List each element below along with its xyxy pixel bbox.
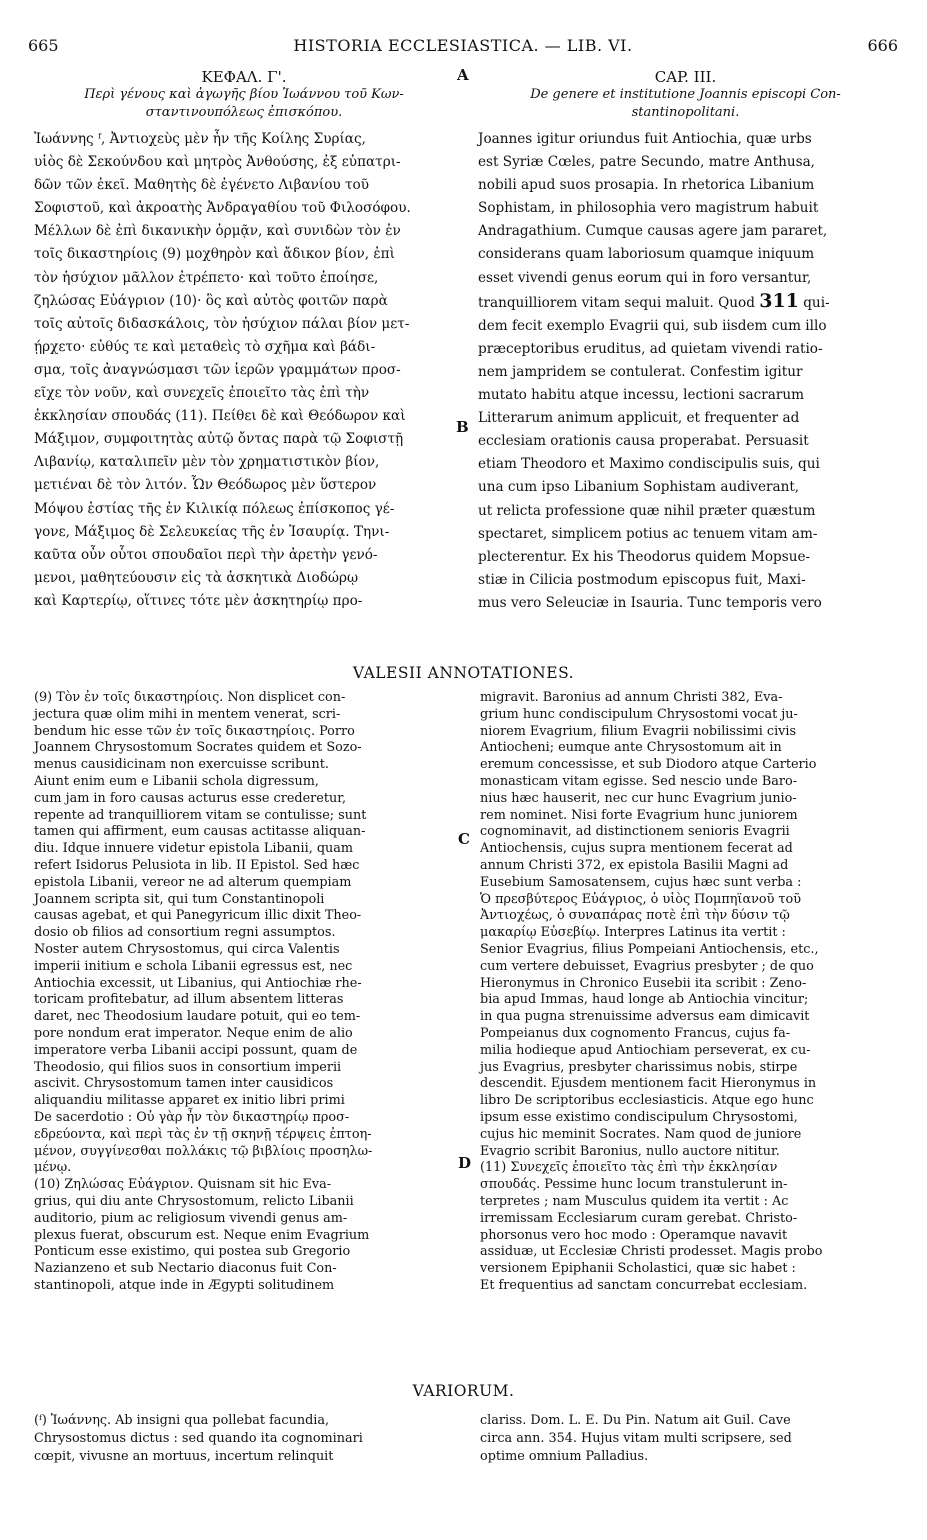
latin-column	[478, 68, 893, 615]
latin-subtitle-line: stantinopolitani.	[631, 105, 740, 120]
annotation-line: daret, nec Theodosium laudare potuit, qui eo tem-	[34, 1009, 361, 1025]
annotations-right-column	[480, 690, 895, 1295]
greek-line: τοῖς δικαστηρίοις (9) μοχθηρὸν καὶ ἄδικον βίον, ἐπὶ	[34, 246, 395, 263]
running-title: HISTORIA ECCLESIASTICA. — LIB. VI.	[293, 36, 633, 55]
annotation-line: epistola Libanii, vereor ne ad alterum quempiam	[34, 874, 352, 890]
greek-text	[34, 128, 454, 613]
annotation-line: Joannem scripta sit, qui tum Constantinopoli	[34, 891, 325, 907]
greek-line: δῶν τῶν ἐκεῖ. Μαθητὴς δὲ ἐγένετο Λιβανίου τοῦ	[34, 177, 369, 194]
annotation-line: (11) Συνεχεῖς ἐποιεῖτο τὰς ἐπὶ τὴν ἐκκλησίαν	[480, 1160, 778, 1176]
annotation-line: refert Isidorus Pelusiota in lib. II Epistol. Sed hæc	[34, 857, 360, 873]
annotation-line: bendum hic esse τῶν ἐν τοῖς δικαστηρίοις. Porro	[34, 723, 355, 739]
annotation-line: irremissam Ecclesiarum curam gerebat. Christo-	[480, 1210, 798, 1226]
margin-marker-b: B	[456, 418, 469, 436]
greek-subtitle-line: σταντινουπόλεως ἐπισκόπου.	[145, 105, 343, 120]
annotation-line: annum Christi 372, ex epistola Basilii Magni ad	[480, 857, 789, 873]
annotation-line: Et frequentius ad sanctam concurrebat ecclesiam.	[480, 1277, 808, 1293]
annotation-line: Nazianzeno et sub Nectario diaconus fuit Con-	[34, 1261, 337, 1277]
annotations-left-column	[34, 690, 454, 1295]
annotation-line: tamen qui affirment, eum causas actitasse aliquan-	[34, 824, 366, 840]
greek-line: ἐκκλησίαν σπουδάς (11). Πείθει δὲ καὶ Θεόδωρον καὶ	[34, 408, 406, 425]
latin-line-continuation: qui-	[803, 294, 830, 311]
variorum-right-column	[480, 1412, 895, 1466]
annotation-line: pore nondum erat imperator. Neque enim de alio	[34, 1025, 353, 1041]
annotation-line: cum vertere debuisset, Evagrius presbyter ; de quo	[480, 958, 814, 974]
annotation-line: Pompeianus dux cognomento Francus, cujus fa-	[480, 1025, 791, 1041]
greek-chapter-heading: ΚΕΦΑΛ. Γ'.	[201, 68, 287, 86]
annotation-line: rem nominet. Nisi forte Evagrium hunc juniorem	[480, 807, 798, 823]
greek-line: σμα, τοῖς ἀναγνώσμασι τῶν ἱερῶν γραμμάτων προσ-	[34, 361, 401, 378]
latin-line: esset vivendi genus eorum qui in foro versantur,	[478, 269, 812, 286]
latin-line-text: tranquilliorem vitam sequi maluit. Quod	[478, 294, 755, 311]
margin-marker-c: C	[458, 830, 470, 848]
annotation-line: Antiocheni; eumque ante Chrysostomum ait in	[480, 740, 782, 756]
greek-line: Μόψου ἑστίας τῆς ἐν Κιλικίᾳ πόλεως ἐπίσκοπος γέ-	[34, 500, 395, 517]
annotation-line: cujus hic meminit Socrates. Nam quod de juniore	[480, 1126, 802, 1142]
variorum-title: VARIORUM.	[412, 1382, 515, 1400]
annotation-line: nius hæc hauserit, nec cur hunc Evagrium junio-	[480, 790, 797, 806]
annotation-line: Hieronymus in Chronico Eusebii ita scribit : Zeno-	[480, 975, 807, 991]
annotation-line: Senior Evagrius, filius Pompeiani Antiochensis, etc.,	[480, 941, 819, 957]
annotation-line: Ἀντιοχέως, ὁ συναπάρας ποτὲ ἐπὶ τὴν δύσιν τῷ	[480, 908, 790, 924]
latin-line: plecterentur. Ex his Theodorus quidem Mopsue-	[478, 548, 811, 565]
annotation-line: Theodosio, qui filios suos in consortium imperii	[34, 1059, 342, 1075]
annotation-line: monasticam vitam egisse. Sed nescio unde Baro-	[480, 773, 798, 789]
latin-line: dem fecit exemplo Evagrii qui, sub iisdem cum illo	[478, 317, 827, 334]
greek-line: Μέλλων δὲ ἐπὶ δικανικὴν ὁρμᾷν, καὶ συνιδὼν τὸν ἐν	[34, 223, 401, 240]
greek-line: Μάξιμον, συμφοιτητὰς αὐτῷ ὄντας παρὰ τῷ Σοφιστῇ	[34, 431, 404, 448]
annotation-line: phorsonus vero hoc modo : Operamque navavit	[480, 1227, 788, 1243]
annotation-line: plexus fuerat, obscurum est. Neque enim Evagrium	[34, 1227, 370, 1243]
greek-line: μενοι, μαθητεύουσιν εἰς τὰ ἀσκητικὰ Διοδώρῳ	[34, 569, 359, 586]
margin-marker-a: A	[457, 66, 469, 84]
annotation-line: Antiochia excessit, ut Libanius, qui Antiochiæ rhe-	[34, 975, 362, 991]
latin-line: una cum ipso Libanium Sophistam audiverant,	[478, 479, 800, 496]
latin-subtitle-line: De genere et institutione Joannis episcopi Con-	[530, 87, 841, 102]
annotation-line: imperii initium e schola Libanii egressus est, nec	[34, 958, 353, 974]
latin-line: mus vero Seleuciæ in Isauria. Tunc temporis vero	[478, 594, 822, 611]
variorum-line: Chrysostomus dictus : sed quando ita cognominari	[34, 1431, 363, 1446]
latin-line: Sophistam, in philosophia vero magistrum habuit	[478, 200, 819, 217]
annotation-line: Antiochensis, cujus supra mentionem fecerat ad	[480, 841, 793, 857]
annotation-line: De sacerdotio : Οὐ γὰρ ἦν τὸν δικαστηρίῳ προσ-	[34, 1109, 350, 1125]
greek-line: υἱὸς δὲ Σεκούνδου καὶ μητρὸς Ἀνθούσης, ἐξ εὐπατρι-	[34, 154, 401, 171]
greek-line: ζηλώσας Εὐάγριον (10)· ὃς καὶ αὐτὸς φοιτῶν παρὰ	[34, 292, 388, 309]
annotation-line: (10) Ζηλώσας Εὐάγριον. Quisnam sit hic Eva-	[34, 1177, 332, 1193]
latin-line: est Syriæ Cœles, patre Secundo, matre Anthusa,	[478, 154, 816, 171]
variorum-left-column	[34, 1412, 454, 1466]
running-header	[28, 36, 898, 58]
greek-line: Ἰωάννης ᶠ, Ἀντιοχεὺς μὲν ἦν τῆς Κοίλης Συρίας,	[34, 131, 366, 147]
latin-line: Litterarum animum applicuit, et frequenter ad	[478, 410, 800, 427]
latin-line: ecclesiam orationis causa properabat. Persuasit	[478, 433, 809, 450]
variorum-line: (ᶠ) Ἰωάννης. Ab insigni qua pollebat facundia,	[34, 1413, 330, 1428]
annotation-line: niorem Evagrium, filium Evagrii nobilissimi civis	[480, 723, 797, 739]
greek-line: Λιβανίῳ, καταλιπεῖν μὲν τὸν χρηματιστικὸν βίον,	[34, 454, 380, 471]
annotation-line: μακαρίῳ Εὐσεβίῳ. Interpres Latinus ita vertit :	[480, 925, 786, 941]
variorum-line: circa ann. 354. Hujus vitam multi scripsere, sed	[480, 1431, 792, 1446]
greek-column	[34, 68, 454, 613]
latin-line: nem jampridem se contulerat. Confestim igitur	[478, 363, 803, 380]
annotation-line: ascivit. Chrysostomum tamen inter causidicos	[34, 1076, 334, 1092]
annotation-line: εδρεύοντα, καὶ περὶ τὰς ἐν τῇ σκηνῇ τέρψεις ἐπτοη-	[34, 1126, 372, 1142]
annotation-line: Noster autem Chrysostomus, qui circa Valentis	[34, 941, 340, 957]
annotation-line: causas agebat, et qui Panegyricum illic dixit Theo-	[34, 908, 362, 924]
annotation-line: Aiunt enim eum e Libanii schola digressum,	[34, 773, 319, 789]
latin-line: ut relicta professione quæ nihil præter quæstum	[478, 502, 816, 519]
annotation-line: grium hunc condiscipulum Chrysostomi vocat ju-	[480, 706, 798, 722]
margin-marker-d: D	[458, 1154, 472, 1172]
annotation-line: menus causidicinam non exercuisse scribunt.	[34, 757, 329, 773]
latin-line: considerans quam laboriosum quamque iniquum	[478, 246, 815, 263]
annotation-line: diu. Idque innuere videtur epistola Libanii, quam	[34, 841, 354, 857]
latin-line: spectaret, simplicem potius ac tenuem vitam am-	[478, 525, 818, 542]
latin-line: præceptoribus eruditus, ad quietam vivendi ratio-	[478, 340, 823, 357]
greek-line: καὶ Καρτερίῳ, οἵτινες τότε μὲν ἀσκητηρίῳ προ-	[34, 592, 363, 609]
annotation-line: descendit. Ejusdem mentionem facit Hieronymus in	[480, 1076, 817, 1092]
greek-subtitle-line: Περὶ γένους καὶ ἀγωγῆς βίου Ἰωάννου τοῦ Κων-	[84, 87, 404, 102]
annotation-line: in qua pugna strenuissime adversus eam dimicavit	[480, 1009, 810, 1025]
greek-line: ῄρχετο· εὐθύς τε καὶ μεταθεὶς τὸ σχῆμα καὶ βάδι-	[34, 338, 376, 355]
greek-line: γονε, Μάξιμος δὲ Σελευκείας τῆς ἐν Ἰσαυρίᾳ. Τηνι-	[34, 523, 390, 540]
annotation-line: cum jam in foro causas acturus esse crederetur,	[34, 790, 347, 806]
latin-line: mutato habitu atque incessu, lectioni sacrarum	[478, 387, 804, 404]
annotations-title: VALESII ANNOTATIONES.	[352, 664, 575, 682]
annotation-line: Joannem Chrysostomum Socrates quidem et Sozo-	[34, 740, 362, 756]
latin-line: Joannes igitur oriundus fuit Antiochia, quæ urbs	[478, 131, 812, 147]
latin-line: etiam Theodoro et Maximo condiscipulis suis, qui	[478, 456, 820, 473]
annotation-line: versionem Epiphanii Scholastici, quæ sic habet :	[480, 1261, 796, 1277]
latin-line: stiæ in Cilicia postmodum episcopus fuit, Maxi-	[478, 571, 806, 588]
greek-line: μετιέναι δὲ τὸν λιτόν. Ὧν Θεόδωρος μὲν ὕστερον	[34, 477, 377, 494]
latin-text	[478, 128, 893, 615]
annotation-line: Eusebium Samosatensem, cujus hæc sunt verba :	[480, 874, 802, 890]
variorum-line: optime omnium Palladius.	[480, 1449, 649, 1464]
annotation-line: jectura quæ olim mihi in mentem venerat, scri-	[34, 706, 341, 722]
annotation-line: stantinopoli, atque inde in Ægypti solitudinem	[34, 1277, 335, 1293]
page-number-left: 665	[28, 36, 59, 55]
greek-line: τοῖς αὐτοῖς διδασκάλοις, τὸν ἡσύχιον πάλαι βίον μετ-	[34, 315, 410, 332]
latin-subtitle	[478, 86, 893, 122]
variorum-line: clariss. Dom. L. E. Du Pin. Natum ait Guil. Cave	[480, 1413, 791, 1428]
greek-line: τὸν ἡσύχιον μᾶλλον ἐτρέπετο· καὶ τοῦτο ἐποίησε,	[34, 269, 379, 286]
annotation-line: libro De scriptoribus ecclesiasticis. Atque ego hunc	[480, 1093, 814, 1109]
greek-line: καῦτα οὖν οὗτοι σπουδαῖοι περὶ τὴν ἀρετὴν γενό-	[34, 546, 378, 563]
annotation-line: milia hodieque apud Antiochiam perseverat, ex cu-	[480, 1042, 811, 1058]
annotation-line: μένῳ.	[34, 1160, 72, 1176]
annotation-line: Evagrio scribit Baronius, nullo auctore nititur.	[480, 1143, 780, 1159]
annotation-line: assiduæ, ut Ecclesiæ Christi prodesset. Magis probo	[480, 1244, 823, 1260]
annotation-line: migravit. Baronius ad annum Christi 382, Eva-	[480, 690, 783, 705]
latin-chapter-heading: CAP. III.	[654, 68, 717, 86]
annotation-line: σπουδάς. Pessime hunc locum transtulerunt in-	[480, 1177, 788, 1193]
annotation-line: terpretes ; nam Musculus quidem ita vertit : Ac	[480, 1193, 789, 1209]
greek-line: εῖχε τὸν νοῦν, καὶ συνεχεῖς ἐποιεῖτο τὰς ἐπὶ τὴν	[34, 385, 370, 402]
latin-line	[478, 290, 893, 315]
greek-subtitle	[34, 86, 454, 122]
annotation-line: (9) Τὸν ἐν τοῖς δικαστηρίοις. Non displicet con-	[34, 690, 346, 705]
latin-line: Andragathium. Cumque causas agere jam pararet,	[478, 223, 828, 240]
annotation-line: aliquandiu militasse apparet ex initio libri primi	[34, 1093, 345, 1109]
annotation-line: auditorio, pium ac religiosum vivendi genus am-	[34, 1210, 348, 1226]
greek-line: Σοφιστοῦ, καὶ ἀκροατὴς Ἀνδραγαθίου τοῦ Φιλοσόφου.	[34, 200, 411, 217]
annotation-line: Ponticum esse existimo, qui postea sub Gregorio	[34, 1244, 351, 1260]
annotation-line: imperatore verba Libanii accipi possunt, quam de	[34, 1042, 358, 1058]
annotation-line: bia apud Immas, haud longe ab Antiochia vincitur;	[480, 992, 809, 1008]
page-number-right: 666	[867, 36, 898, 55]
annotation-line: repente ad tranquilliorem vitam se contulisse; sunt	[34, 807, 367, 823]
annotation-line: toricam profitebatur, ad illum absentem litteras	[34, 992, 344, 1008]
annotation-line: μένον, συγγίνεσθαι πολλάκις τῷ βιβλίοις προσηλω-	[34, 1143, 373, 1159]
annotation-line: eremum concessisse, et sub Diodoro atque Carterio	[480, 757, 817, 773]
annotation-line: cognominavit, ad distinctionem senioris Evagrii	[480, 824, 790, 840]
annotation-line: Ὁ πρεσβύτερος Εὐάγριος, ὁ υἱὸς Πομπηϊανοῦ τοῦ	[480, 891, 801, 907]
variorum-line: cœpit, vivusne an mortuus, incertum relinquit	[34, 1449, 334, 1464]
annotation-line: dosio ob filios ad consortium regni assumptos.	[34, 925, 336, 941]
latin-line: nobili apud suos prosapia. In rhetorica Libanium	[478, 177, 815, 194]
annotation-line: ipsum esse existimo condiscipulum Chrysostomi,	[480, 1109, 798, 1125]
annotation-line: jus Evagrius, presbyter charissimus nobis, stirpe	[480, 1059, 798, 1075]
annotation-line: grius, qui diu ante Chrysostomum, relicto Libanii	[34, 1193, 354, 1209]
page-mark: 311	[759, 289, 799, 312]
